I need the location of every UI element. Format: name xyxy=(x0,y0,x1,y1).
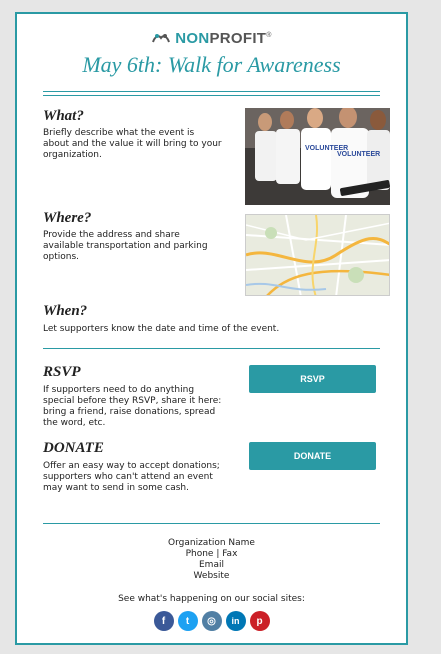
section-divider xyxy=(43,348,380,349)
twitter-icon[interactable]: t xyxy=(178,611,198,631)
footer-contact xyxy=(17,538,406,582)
social-prompt: See what's happening on our social sites: xyxy=(118,594,305,604)
hands-logo-icon xyxy=(151,32,171,50)
email-link[interactable]: Email xyxy=(199,560,224,570)
title-divider xyxy=(43,91,380,96)
email-card xyxy=(15,12,408,645)
registered-mark: ® xyxy=(266,32,272,39)
logo-text-non: NON xyxy=(175,30,210,47)
shirt-text-1: VOLUNTEER xyxy=(305,145,349,152)
where-heading: Where? xyxy=(43,210,92,226)
linkedin-icon[interactable]: in xyxy=(226,611,246,631)
phone-fax: Phone | Fax xyxy=(185,549,238,559)
when-heading: When? xyxy=(43,303,88,319)
footer-divider xyxy=(43,523,380,524)
donate-button[interactable]: DONATE xyxy=(249,442,376,470)
volunteers-photo xyxy=(245,108,390,205)
pinterest-icon[interactable]: p xyxy=(250,611,270,631)
website-link[interactable]: Website xyxy=(193,571,230,581)
donate-body: Offer an easy way to accept donations; supporters who can't attend an event may want to send in some cash. xyxy=(43,461,220,493)
logo xyxy=(17,30,406,50)
facebook-icon[interactable]: f xyxy=(154,611,174,631)
rsvp-heading: RSVP xyxy=(43,364,81,380)
instagram-icon[interactable]: ◎ xyxy=(202,611,222,631)
location-map xyxy=(245,214,390,296)
org-name: Organization Name xyxy=(168,538,255,548)
page-title: May 6th: Walk for Awareness xyxy=(82,52,341,77)
shirt-text-2: VOLUNTEER xyxy=(337,151,381,158)
social-icons xyxy=(17,611,406,631)
when-body: Let supporters know the date and time of the event. xyxy=(43,324,280,334)
rsvp-body: If supporters need to do anything special before they RSVP, share it here: bring a friend, raise donations, spread the word, etc. xyxy=(43,385,222,428)
where-body: Provide the address and share available transportation and parking options. xyxy=(43,230,208,262)
donate-heading: DONATE xyxy=(43,440,104,456)
logo-text-profit: PROFIT xyxy=(209,30,267,47)
what-body: Briefly describe what the event is about and the value it will bring to your organization. xyxy=(43,128,222,160)
rsvp-button[interactable]: RSVP xyxy=(249,365,376,393)
what-heading: What? xyxy=(43,108,84,124)
